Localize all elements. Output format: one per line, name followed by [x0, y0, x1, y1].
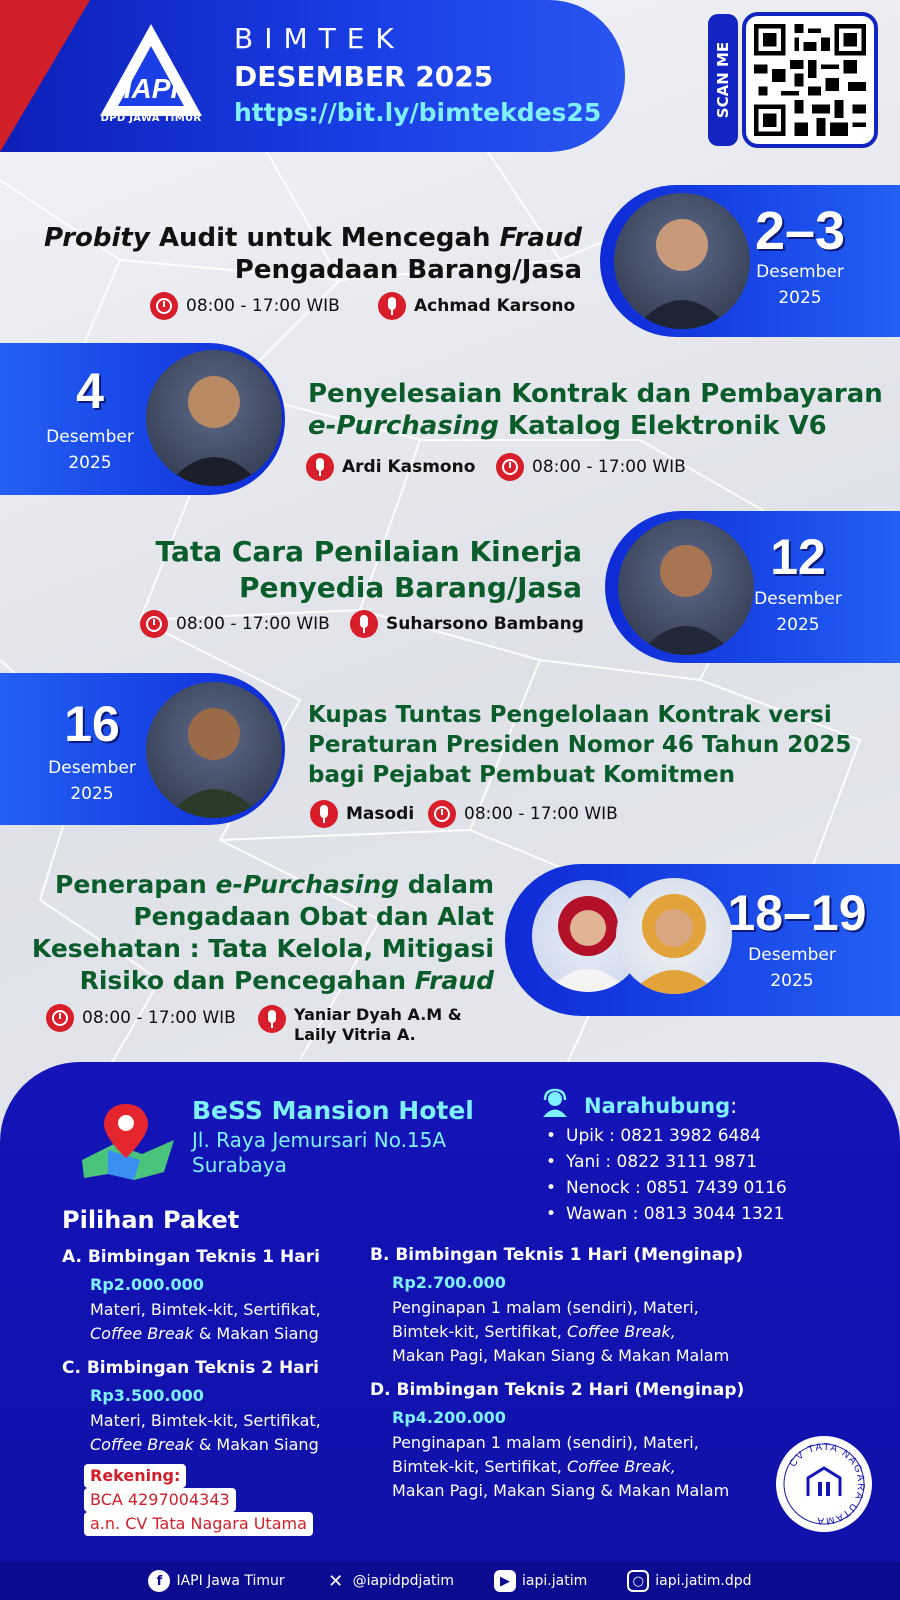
event-1-month: Desember [756, 262, 844, 282]
event-4-time-text: 08:00 - 17:00 WIB [464, 804, 618, 824]
contact-heading [584, 1094, 737, 1118]
event-4-month: Desember [48, 758, 136, 778]
instagram-link[interactable] [627, 1570, 751, 1592]
microphone-icon [350, 610, 378, 638]
event-4-title-line1: Kupas Tuntas Pengelolaan Kontrak versi [308, 702, 832, 728]
event-5-title-dalam: dalam [399, 870, 494, 899]
clock-icon [428, 800, 456, 828]
event-2-title [308, 378, 883, 442]
event-2-month-year [30, 424, 150, 476]
speaker-1-photo [614, 193, 750, 329]
scan-me-label: SCAN ME [714, 41, 732, 119]
x-handle: @iapidpdjatim [352, 1573, 455, 1589]
package-d-title: D. Bimbingan Teknis 2 Hari (Menginap) [370, 1380, 745, 1400]
speaker-5b-photo [616, 878, 732, 994]
event-3-date: 12 [770, 529, 826, 585]
event-4-date: 16 [64, 696, 120, 752]
package-c-title: C. Bimbingan Teknis 2 Hari [62, 1358, 319, 1378]
event-2-time [496, 453, 686, 481]
speaker-3-photo [618, 519, 754, 655]
event-3-year: 2025 [776, 615, 820, 635]
event-4-title-line3: bagi Pejabat Pembuat Komitmen [308, 762, 735, 788]
package-c-price: Rp3.500.000 [90, 1386, 204, 1405]
event-2-month: Desember [46, 427, 134, 447]
venue-address-line2: Surabaya [192, 1153, 287, 1177]
event-4-month-year [32, 755, 152, 807]
event-5-title-line2: Pengadaan Obat dan Alat [133, 902, 494, 931]
event-1-speaker-name: Achmad Karsono [414, 296, 576, 316]
package-c-coffee: Coffee Break [90, 1435, 194, 1454]
clock-icon [496, 453, 524, 481]
package-b-price: Rp2.700.000 [392, 1273, 506, 1292]
event-5-speaker [258, 1005, 462, 1045]
map-pin-icon [78, 1100, 178, 1182]
event-3-title [155, 534, 582, 606]
event-4-speaker-name: Masodi [346, 804, 415, 824]
microphone-icon [378, 292, 406, 320]
event-1-title [44, 222, 582, 286]
clock-icon [140, 610, 168, 638]
contact-list [546, 1123, 787, 1227]
facebook-icon: f [148, 1570, 170, 1592]
package-b-title: B. Bimbingan Teknis 1 Hari (Menginap) [370, 1245, 744, 1265]
event-3-title-line1: Tata Cara Penilaian Kinerja [155, 535, 582, 568]
qr-code[interactable] [742, 12, 878, 148]
microphone-icon [306, 453, 334, 481]
contact-heading-text: Narahubung [584, 1094, 731, 1118]
contact-item: • Nenock : 0851 7439 0116 [546, 1175, 787, 1201]
event-1-time [150, 292, 340, 320]
event-2-year: 2025 [68, 453, 112, 473]
event-3-title-line2: Penyedia Barang/Jasa [239, 571, 582, 604]
event-3-month: Desember [754, 589, 842, 609]
event-5-speaker-1: Yaniar Dyah A.M & [294, 1005, 462, 1024]
package-a-price: Rp2.000.000 [90, 1275, 204, 1294]
event-5-title [32, 869, 494, 997]
microphone-icon [258, 1005, 286, 1033]
package-d-desc-3: Makan Pagi, Makan Siang & Makan Malam [392, 1481, 730, 1500]
event-5-year: 2025 [770, 971, 814, 991]
event-3-time-text: 08:00 - 17:00 WIB [176, 614, 330, 634]
venue-address [192, 1128, 446, 1178]
logo-text: IAPI [123, 73, 179, 104]
bank-account-label: Rekening: [84, 1464, 186, 1488]
event-1-year: 2025 [778, 288, 822, 308]
package-b-desc-3: Makan Pagi, Makan Siang & Makan Malam [392, 1346, 730, 1365]
package-a-coffee: Coffee Break [90, 1324, 194, 1343]
package-d [370, 1380, 744, 1503]
event-3-speaker-name: Suharsono Bambang [386, 614, 584, 634]
event-1-date: 2–3 [754, 201, 846, 261]
scan-me-tab [708, 14, 738, 146]
microphone-icon [310, 800, 338, 828]
event-4-time [428, 800, 618, 828]
event-2-date: 4 [76, 363, 104, 419]
package-c [62, 1358, 321, 1457]
speaker-avatar-icon [614, 193, 750, 329]
event-2-title-epurchasing: e-Purchasing [308, 411, 499, 441]
contact-heading-colon: : [730, 1094, 738, 1118]
package-d-desc-1: Penginapan 1 malam (sendiri), Materi, [392, 1433, 699, 1452]
clock-icon [150, 292, 178, 320]
package-d-coffee: Coffee Break, [566, 1457, 676, 1476]
clock-icon [46, 1004, 74, 1032]
event-5-time [46, 1004, 236, 1032]
event-4-year: 2025 [70, 784, 114, 804]
package-d-price: Rp4.200.000 [392, 1408, 506, 1427]
contact-item: • Upik : 0821 3982 6484 [546, 1123, 787, 1149]
instagram-icon: ○ [627, 1570, 649, 1592]
event-3-time [140, 610, 330, 638]
logo-subtitle: DPD JAWA TIMUR [100, 113, 202, 124]
event-3-speaker [350, 610, 584, 638]
x-icon: ✕ [328, 1570, 344, 1592]
youtube-link[interactable] [494, 1570, 587, 1592]
package-a-title: A. Bimbingan Teknis 1 Hari [62, 1247, 320, 1267]
speaker-avatar-icon [616, 878, 732, 994]
bank-account-number: BCA 4297004343 [84, 1488, 236, 1512]
facebook-link[interactable] [148, 1570, 284, 1592]
package-c-desc-2: & Makan Siang [193, 1435, 319, 1454]
header-url-link[interactable]: https://bit.ly/bimtekdes25 [234, 98, 602, 127]
event-5-title-epurchasing: e-Purchasing [215, 870, 400, 899]
x-link[interactable] [325, 1570, 454, 1592]
facebook-handle: IAPI Jawa Timur [176, 1573, 285, 1589]
package-d-desc-2: Bimtek-kit, Sertifikat, [392, 1457, 567, 1476]
package-a-desc-2: & Makan Siang [193, 1324, 319, 1343]
bank-account [84, 1464, 313, 1536]
event-1-speaker [378, 292, 575, 320]
event-4-speaker [310, 800, 414, 828]
event-2-speaker [306, 453, 475, 481]
speaker-avatar-icon [618, 519, 754, 655]
venue-name: BeSS Mansion Hotel [192, 1096, 474, 1125]
contact-person-icon [540, 1088, 570, 1118]
youtube-handle: iapi.jatim [522, 1573, 588, 1589]
package-a-desc-1: Materi, Bimtek-kit, Sertifikat, [90, 1300, 321, 1319]
speaker-avatar-icon [146, 682, 282, 818]
event-1-title-fraud: Fraud [499, 223, 582, 253]
event-1-title-line2: Pengadaan Barang/Jasa [234, 255, 582, 285]
event-2-speaker-name: Ardi Kasmono [342, 457, 476, 477]
event-5-title-line3: Kesehatan : Tata Kelola, Mitigasi [31, 934, 494, 963]
header-red-accent [0, 0, 90, 152]
event-5-speaker-2: Laily Vitria A. [294, 1025, 416, 1044]
package-a [62, 1247, 321, 1346]
package-b-desc-1: Penginapan 1 malam (sendiri), Materi, [392, 1298, 699, 1317]
header-month: DESEMBER 2025 [234, 60, 494, 93]
company-seal-logo [776, 1436, 872, 1532]
event-2-title-line1: Penyelesaian Kontrak dan Pembayaran [308, 379, 883, 409]
event-5-month: Desember [748, 945, 836, 965]
package-b [370, 1245, 743, 1368]
event-5-date: 18–19 [727, 885, 867, 941]
package-b-desc-2: Bimtek-kit, Sertifikat, [392, 1322, 567, 1341]
event-2-time-text: 08:00 - 17:00 WIB [532, 457, 686, 477]
speaker-4-photo [146, 682, 282, 818]
event-1-time-text: 08:00 - 17:00 WIB [186, 296, 340, 316]
event-5-month-year [732, 942, 852, 994]
event-1-title-probity: Probity [43, 223, 150, 253]
event-5-time-text: 08:00 - 17:00 WIB [82, 1008, 236, 1028]
header-bimtek: BIMTEK [234, 22, 405, 55]
package-heading: Pilihan Paket [62, 1206, 240, 1234]
event-2-title-line2-rest: Katalog Elektronik V6 [498, 411, 827, 441]
event-4-title [308, 700, 851, 790]
venue-address-line1: Jl. Raya Jemursari No.15A [192, 1128, 447, 1152]
event-3-month-year [738, 586, 858, 638]
qr-code-icon [754, 24, 866, 136]
seal-text: CV TATA NAGARA UTAMA [787, 1441, 867, 1527]
speaker-2-photo [146, 350, 282, 486]
event-1-month-year [740, 259, 860, 311]
event-5-title-penerapan: Penerapan [55, 870, 216, 899]
youtube-icon: ▶ [494, 1570, 516, 1592]
bank-account-holder: a.n. CV Tata Nagara Utama [84, 1512, 313, 1536]
instagram-handle: iapi.jatim.dpd [655, 1573, 752, 1589]
event-4-title-line2: Peraturan Presiden Nomor 46 Tahun 2025 [308, 732, 852, 758]
event-1-title-mid: Audit untuk Mencegah [149, 223, 500, 253]
speaker-avatar-icon [146, 350, 282, 486]
package-b-coffee: Coffee Break, [566, 1322, 676, 1341]
package-c-desc-1: Materi, Bimtek-kit, Sertifikat, [90, 1411, 321, 1430]
social-footer [0, 1562, 900, 1600]
event-5-title-fraud: Fraud [414, 966, 494, 995]
contact-item: • Yani : 0822 3111 9871 [546, 1149, 787, 1175]
event-5-title-line4: Risiko dan Pencegahan [79, 966, 415, 995]
contact-item: • Wawan : 0813 3044 1321 [546, 1201, 787, 1227]
